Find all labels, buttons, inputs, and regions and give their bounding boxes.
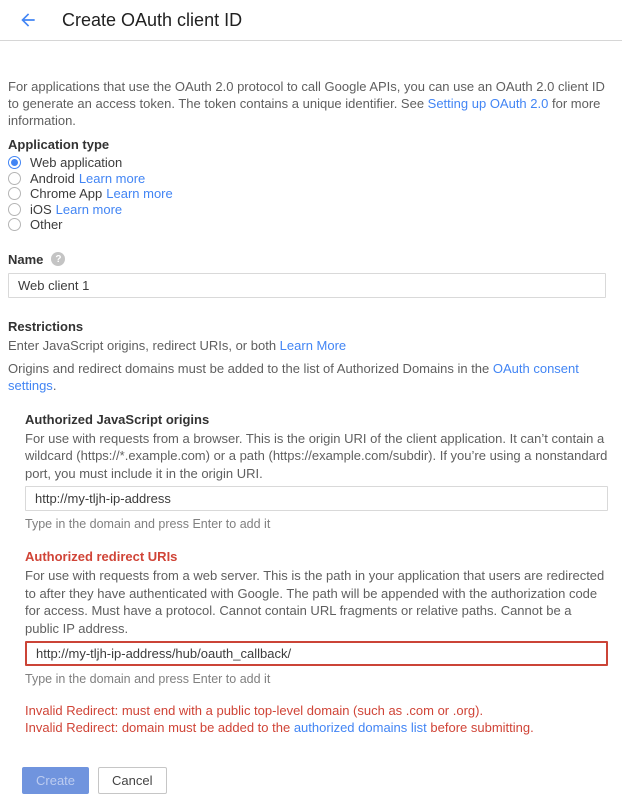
radio-unselected-icon[interactable] — [8, 172, 21, 185]
radio-label: Web application — [30, 155, 123, 171]
authorized-redirect-uris-title: Authorized redirect URIs — [25, 549, 178, 564]
name-label-row — [8, 251, 614, 268]
back-arrow-icon[interactable] — [16, 8, 40, 32]
application-type-radio-group — [8, 155, 614, 233]
authorized-js-origins-title: Authorized JavaScript origins — [25, 411, 210, 427]
radio-chrome-app[interactable] — [8, 186, 614, 202]
redirect-uris-input[interactable] — [25, 641, 608, 666]
radio-label: Other — [30, 217, 63, 233]
error2-text-after: before submitting. — [426, 719, 534, 735]
ios-learn-more-link[interactable]: Learn more — [55, 201, 123, 217]
error2-text-before: Invalid Redirect: domain must be added to the — [25, 719, 294, 735]
validation-errors — [25, 703, 614, 736]
authorized-js-origins-description: For use with requests from a browser. This is the origin URI of the client application. It can’t contain a wildcard (https://*.example.com) or a path (https://example.com/subdir). If you’re using a nonstandard port, you must include it in the origin URI. — [25, 430, 608, 481]
restrictions-title: Restrictions — [8, 318, 84, 334]
create-button[interactable]: Create — [22, 767, 89, 794]
help-icon[interactable]: ? — [51, 252, 65, 266]
intro-text: For applications that use the OAuth 2.0 protocol to call Google APIs, you can use an OAuth 2.0 client ID to generate an access token. The token contains a unique identifier. See — [8, 79, 605, 111]
restrictions-line1 — [8, 337, 614, 354]
authorized-redirect-uris-section — [25, 549, 608, 686]
radio-selected-icon[interactable] — [8, 156, 21, 169]
restrictions-line1-text: Enter JavaScript origins, redirect URIs, or both — [8, 337, 280, 353]
radio-unselected-icon[interactable] — [8, 218, 21, 231]
authorized-js-origins-section — [25, 412, 608, 532]
radio-unselected-icon[interactable] — [8, 187, 21, 200]
restrictions-learn-more-link[interactable]: Learn More — [279, 337, 347, 353]
android-learn-more-link[interactable]: Learn more — [78, 170, 146, 186]
radio-label: Android — [30, 170, 75, 186]
authorized-redirect-uris-description: For use with requests from a web server. This is the path in your application that users are redirected to after they have authenticated with Google. The path will be appended with the authorization code for access. Must have a protocol. Cannot contain URL fragments or relative paths. Cannot be a public IP address. — [25, 568, 605, 636]
chrome-app-learn-more-link[interactable]: Learn more — [106, 186, 173, 202]
js-origins-helper-text: Type in the domain and press Enter to add it — [25, 517, 271, 531]
name-label: Name — [8, 251, 44, 267]
radio-other[interactable] — [8, 217, 614, 233]
cancel-button[interactable]: Cancel — [98, 767, 166, 794]
radio-unselected-icon[interactable] — [8, 203, 21, 216]
radio-label: iOS — [30, 201, 52, 217]
js-origins-input[interactable] — [25, 486, 608, 511]
page-title: Create OAuth client ID — [62, 9, 243, 30]
radio-label: Chrome App — [30, 186, 103, 202]
application-type-label: Application type — [8, 137, 110, 152]
error-message-tld: Invalid Redirect: must end with a public top-level domain (such as .com or .org). — [25, 703, 484, 718]
radio-ios[interactable] — [8, 202, 614, 218]
page-header — [0, 0, 622, 40]
radio-android[interactable] — [8, 171, 614, 187]
restrictions-line2-after: . — [52, 377, 57, 393]
header-divider — [0, 40, 622, 41]
restrictions-line2-text: Origins and redirect domains must be added to the list of Authorized Domains in the — [8, 360, 493, 376]
intro-text-after: for more information. — [8, 96, 601, 128]
authorized-domains-list-link[interactable]: authorized domains list — [293, 719, 427, 735]
oauth-consent-settings-link[interactable]: OAuth consent settings — [8, 360, 579, 393]
redirect-uris-helper-text: Type in the domain and press Enter to add it — [25, 672, 271, 686]
restrictions-line2 — [8, 360, 614, 394]
main-content — [0, 78, 622, 794]
action-buttons — [22, 767, 614, 794]
setting-up-oauth-link[interactable]: Setting up OAuth 2.0 — [427, 96, 549, 111]
name-input[interactable] — [8, 273, 606, 298]
error-message-domain — [25, 720, 614, 737]
radio-web-application[interactable] — [8, 155, 614, 171]
intro-paragraph — [8, 78, 614, 129]
